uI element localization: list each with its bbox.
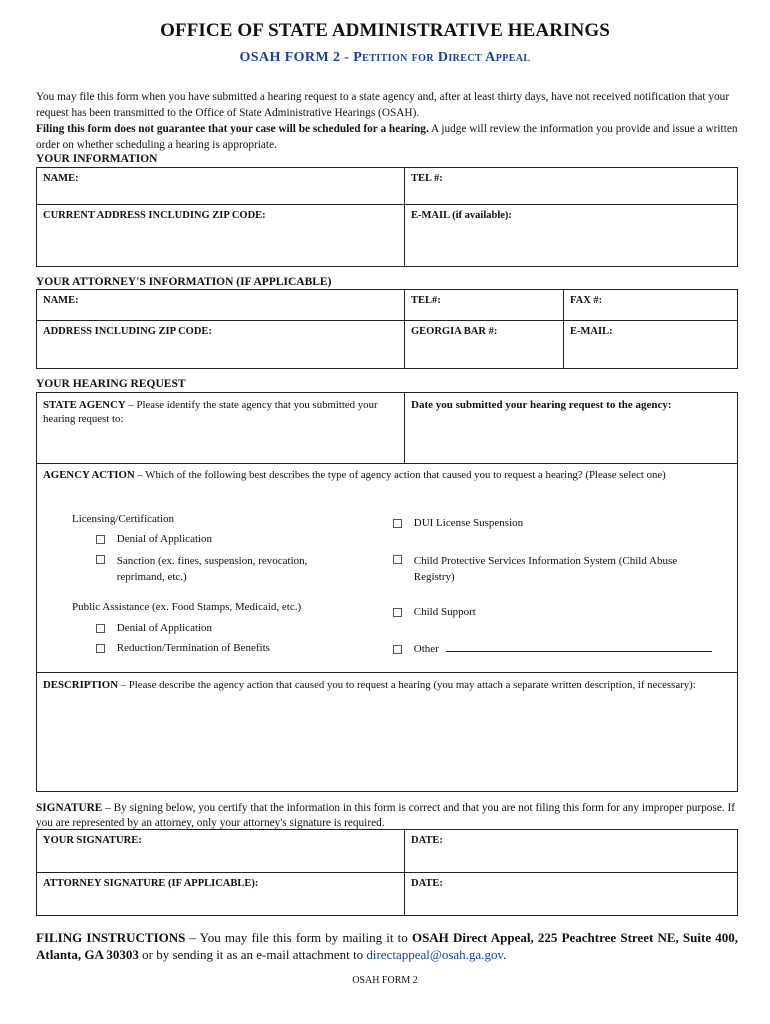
signature-heading: SIGNATURE: [36, 802, 103, 814]
request-date-field[interactable]: [404, 392, 738, 464]
date-label: DATE:: [411, 878, 443, 889]
checkbox-icon[interactable]: [393, 555, 402, 564]
attorney-address-label: ADDRESS INCLUDING ZIP CODE:: [43, 326, 212, 337]
signature-instructions: – By signing below, you certify that the information in this form is correct and that you are not filing this form for any improper purpose. If you are represented by an attorney, only your attorney's signature is required.: [36, 802, 736, 829]
your-tel-field[interactable]: [404, 167, 738, 205]
option-pub-denial[interactable]: [96, 622, 212, 634]
your-tel-label: TEL #:: [411, 173, 443, 184]
attorney-email-field[interactable]: [563, 320, 738, 369]
your-name-field[interactable]: [36, 167, 405, 205]
state-agency-label: STATE AGENCY: [43, 399, 126, 411]
option-label: Child Support: [413, 606, 476, 618]
intro-warning: Filing this form does not guarantee that your case will be scheduled for a hearing.: [36, 123, 429, 135]
request-date-label: Date you submitted your hearing request to the agency:: [411, 399, 672, 411]
state-agency-instructions: – Please identify the state agency that you submitted your hearing request to:: [43, 399, 378, 425]
your-signature-field[interactable]: [36, 829, 405, 873]
option-label: Sanction (ex. fines, suspension, revocation, reprimand, etc.): [116, 555, 308, 583]
footer-form-name: OSAH FORM 2: [352, 975, 418, 986]
filing-text: or by sending it as an e-mail attachment to: [138, 947, 367, 962]
your-address-field[interactable]: [36, 204, 405, 267]
date-label: DATE:: [411, 835, 443, 846]
your-signature-date-field[interactable]: [404, 829, 738, 873]
agency-action-instructions: – Which of the following best describes the type of agency action that caused you to request a hearing? (Please select one): [134, 469, 666, 481]
option-other[interactable]: [393, 642, 712, 655]
option-cps[interactable]: [393, 553, 704, 585]
email-link[interactable]: directappeal@osah.ga.gov: [366, 947, 504, 962]
option-label: DUI License Suspension: [413, 517, 524, 529]
checkbox-icon[interactable]: [393, 519, 402, 528]
page-title: OFFICE OF STATE ADMINISTRATIVE HEARINGS: [160, 20, 610, 41]
checkbox-icon[interactable]: [96, 644, 105, 653]
option-pub-reduction[interactable]: [96, 642, 270, 654]
attorney-name-field[interactable]: [36, 289, 405, 321]
option-label: Denial of Application: [116, 622, 213, 634]
attorney-address-field[interactable]: [36, 320, 405, 369]
checkbox-icon[interactable]: [96, 624, 105, 633]
your-address-label: CURRENT ADDRESS INCLUDING ZIP CODE:: [43, 210, 266, 221]
other-input-line[interactable]: [446, 642, 712, 652]
intro-paragraph: You may file this form when you have submitted a hearing request to a state agency and, after at least thirty days, have not received notification that your request has been transmitted to the Office of State Administrative Hearings (OSAH).: [36, 91, 730, 119]
your-email-label: E-MAIL (if available):: [411, 210, 512, 221]
description-instructions: – Please describe the agency action that caused you to request a hearing (you may attach a separate written description, if necessary):: [118, 679, 696, 691]
filing-text: .: [503, 947, 507, 962]
attorney-signature-field[interactable]: [36, 872, 405, 916]
your-email-field[interactable]: [404, 204, 738, 267]
option-label: Reduction/Termination of Benefits: [116, 642, 270, 654]
option-label: Child Protective Services Information System (Child Abuse Registry): [413, 555, 678, 583]
signature-text: [36, 801, 738, 831]
agency-action-label: AGENCY ACTION: [43, 469, 135, 481]
intro-text: [36, 89, 738, 153]
public-assistance-heading: Public Assistance (ex. Food Stamps, Medicaid, etc.): [72, 601, 302, 613]
description-field[interactable]: [36, 672, 738, 792]
option-label: Denial of Application: [116, 533, 213, 545]
your-signature-label: YOUR SIGNATURE:: [43, 835, 142, 846]
your-info-heading: YOUR INFORMATION: [36, 153, 158, 165]
attorney-bar-label: GEORGIA BAR #:: [411, 326, 498, 337]
your-name-label: NAME:: [43, 173, 79, 184]
intro-note: A judge will review the information you provide and issue a written order on whether scheduling a hearing is appropriate.: [36, 123, 738, 151]
option-lic-denial[interactable]: [96, 533, 212, 545]
filing-heading: FILING INSTRUCTIONS: [36, 930, 186, 945]
filing-instructions: [36, 929, 738, 963]
option-label: Other: [413, 643, 439, 655]
attorney-fax-field[interactable]: [563, 289, 738, 321]
checkbox-icon[interactable]: [96, 535, 105, 544]
agency-action-prompt: [43, 468, 731, 483]
checkbox-icon[interactable]: [96, 555, 105, 564]
option-lic-sanction[interactable]: [96, 553, 349, 585]
licensing-heading: Licensing/Certification: [72, 513, 175, 525]
filing-text: – You may file this form by mailing it to: [185, 930, 412, 945]
option-dui[interactable]: [393, 517, 523, 529]
attorney-bar-field[interactable]: [404, 320, 564, 369]
option-child-support[interactable]: [393, 606, 476, 618]
attorney-email-label: E-MAIL:: [570, 326, 613, 337]
attorney-tel-field[interactable]: [404, 289, 564, 321]
attorney-name-label: NAME:: [43, 295, 79, 306]
attorney-fax-label: FAX #:: [570, 295, 603, 306]
attorney-info-heading: YOUR ATTORNEY'S INFORMATION (IF APPLICABLE): [36, 276, 332, 288]
state-agency-field[interactable]: [36, 392, 405, 464]
attorney-signature-label: ATTORNEY SIGNATURE (IF APPLICABLE):: [43, 878, 259, 889]
hearing-request-heading: YOUR HEARING REQUEST: [36, 378, 186, 390]
attorney-signature-date-field[interactable]: [404, 872, 738, 916]
mailing-address: OSAH Direct Appeal, 225 Peachtree Street NE, Suite 400, Atlanta, GA 30303: [36, 930, 738, 962]
checkbox-icon[interactable]: [393, 608, 402, 617]
description-label: DESCRIPTION: [43, 679, 118, 691]
attorney-tel-label: TEL#:: [411, 295, 441, 306]
checkbox-icon[interactable]: [393, 645, 402, 654]
form-subtitle: OSAH FORM 2 - Petition for Direct Appeal: [239, 50, 531, 65]
